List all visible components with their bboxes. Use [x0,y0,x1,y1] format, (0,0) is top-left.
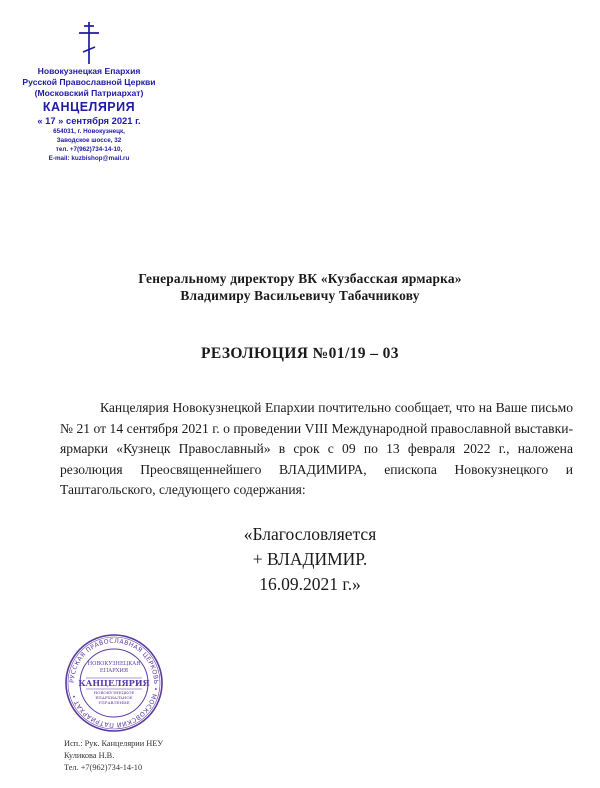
quote-line: + ВЛАДИМИР. [252,549,368,569]
official-stamp [64,633,164,733]
quote-line: 16.09.2021 г.» [259,574,361,594]
resolution-quote [180,522,440,597]
stamp-inner-text: ЕПАРХИЯ [99,668,129,674]
letterhead [0,22,178,163]
stamp-inner-text: НОВОКУЗНЕЦКАЯ [87,661,141,667]
letter-date: « 17 » сентября 2021 г. [37,115,141,126]
stamp-bottom-text: НОВОКУЗНЕЦКОЕ [93,690,135,695]
contact-info [64,738,163,774]
address-line: тел. +7(962)734-14-10, [55,146,123,153]
address-line: Заводское шоссе, 32 [56,137,122,144]
orthodox-cross-icon [78,22,100,64]
addressee-line: Владимиру Васильевичу Табачникову [180,288,420,303]
quote-line: «Благословляется [243,524,377,544]
org-line: Русской Православной Церкви [22,77,156,87]
body-paragraph: Канцелярия Новокузнецкой Епархии почтительно сообщает, что на Ваше письмо № 21 от 14 сентября 2021 г. о проведении VIII Международной православной выставки-ярмарки «Кузнецк Православный» в срок с 09 по 13 февраля 2022 г., наложена резолюция Преосвященнейшего ВЛАДИМИРА, епископа Новокузнецкого и Таштагольского, следующего содержания: [60,400,573,498]
stamp-bottom-text: ЕПАРХИАЛЬНОЕ [95,695,133,700]
document-title: РЕЗОЛЮЦИЯ №01/19 – 03 [201,345,399,362]
org-line: Новокузнецкая Епархия [37,66,141,76]
email-line: E-mail: kuzbishop@mail.ru [48,155,130,162]
office-title: КАНЦЕЛЯРИЯ [42,100,136,114]
addressee [0,270,600,304]
addressee-line: Генеральному директору ВК «Кузбасская ярмарка» [138,271,462,286]
stamp-ring-text: РУССКАЯ ПРАВОСЛАВНАЯ ЦЕРКОВЬ • МОСКОВСКИЙ ПАТРИАРХАТ • [68,637,160,729]
address-line: 654031, г. Новокузнецк, [53,128,125,135]
stamp-bottom-text: УПРАВЛЕНИЕ [98,700,130,705]
contact-line: Исп.: Рук. Канцелярии НЕУ [64,739,164,748]
contact-line: Куликова Н.В. [64,751,115,760]
org-line: (Московский Патриархат) [34,88,144,98]
contact-line: Тел. +7(962)734-14-10 [64,763,143,772]
stamp-office-text: КАНЦЕЛЯРИЯ [78,678,150,688]
